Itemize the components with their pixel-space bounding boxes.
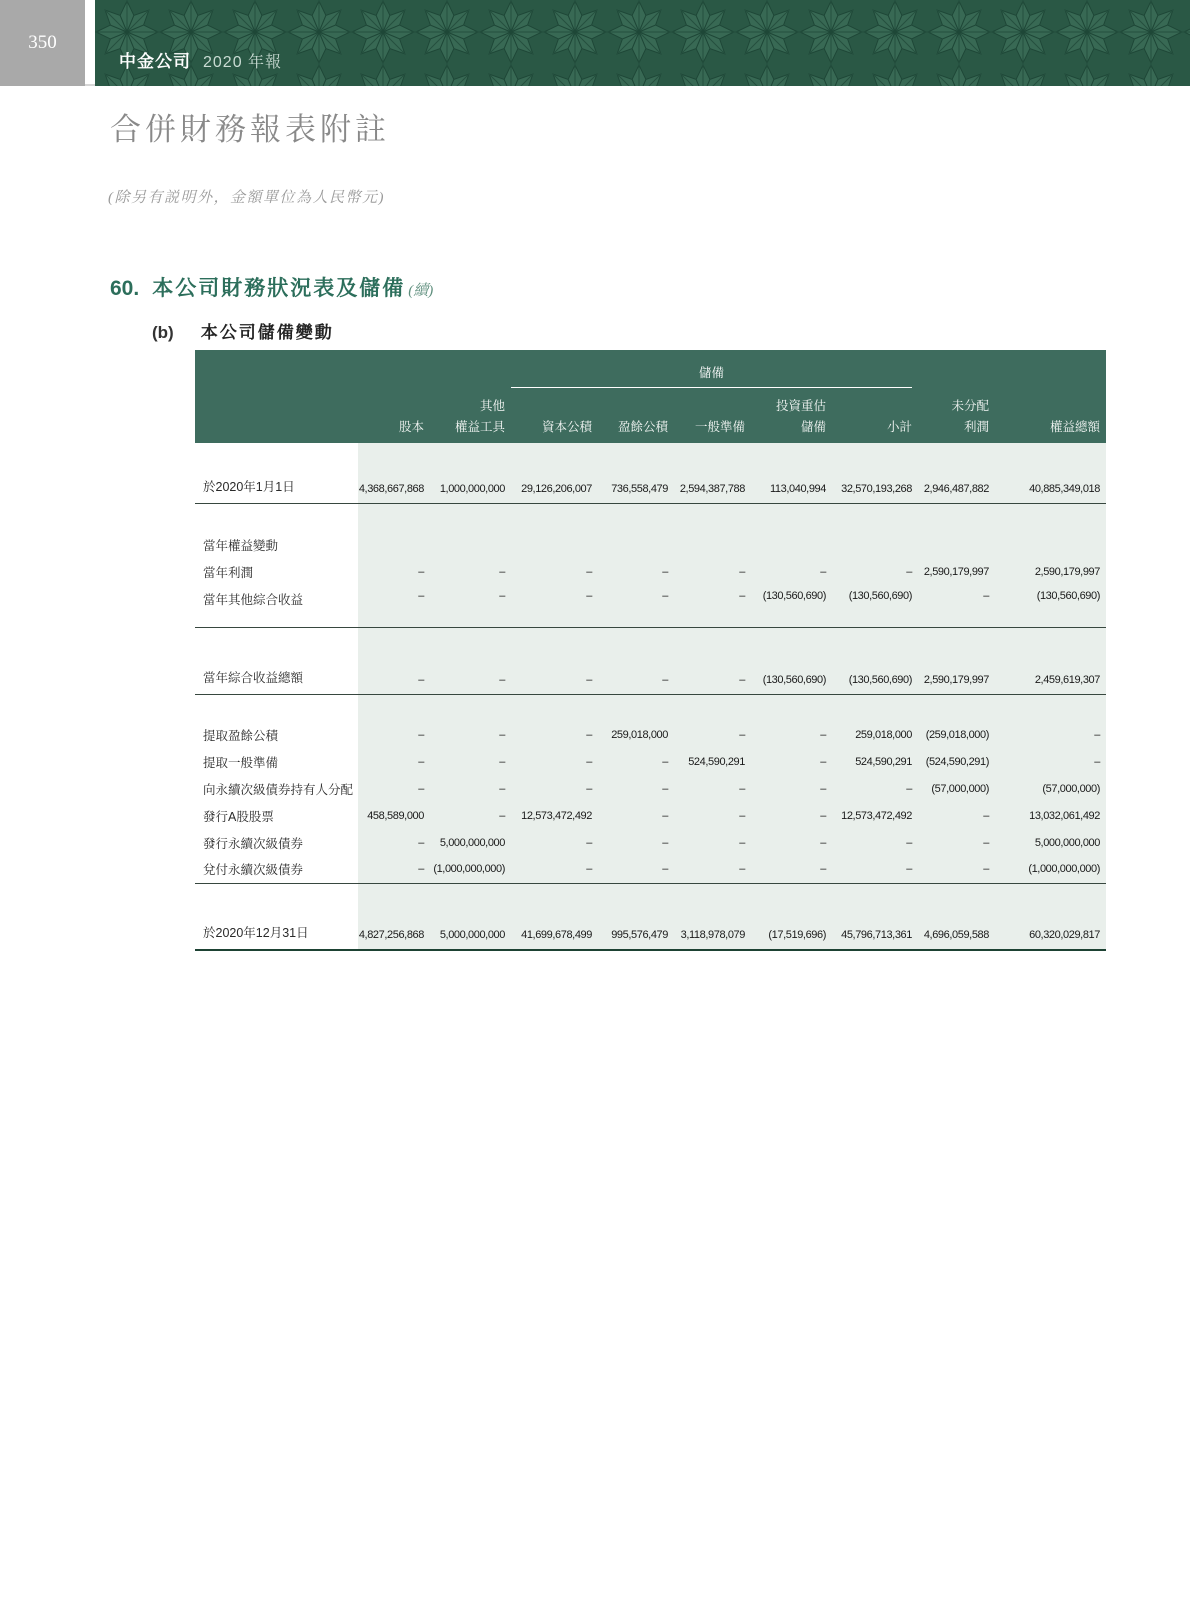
cell-value: – (674, 558, 751, 585)
cell-value: (130,560,690) (832, 654, 918, 694)
column-header: 權益工具 (430, 414, 511, 443)
spacer-row (195, 503, 1106, 531)
cell-value: – (358, 856, 430, 883)
row-label: 當年利潤 (195, 558, 358, 585)
cell-value: – (751, 775, 832, 802)
header-row-line2 (195, 414, 1106, 443)
page-number: 350 (0, 0, 85, 86)
cell-value: – (995, 748, 1106, 775)
cell-value: – (674, 654, 751, 694)
column-header: 盈餘公積 (598, 414, 674, 443)
column-header: 利潤 (918, 414, 995, 443)
cell-value: – (832, 856, 918, 883)
table-row (195, 721, 1106, 748)
cell-value: 736,558,479 (598, 443, 674, 503)
spacer-row (195, 883, 1106, 910)
cell-value: – (430, 654, 511, 694)
cell-value: 1,000,000,000 (430, 443, 511, 503)
table-header (195, 350, 1106, 443)
column-header-top (674, 388, 751, 414)
cell-value: – (511, 856, 598, 883)
table-row (195, 585, 1106, 627)
cell-value: – (674, 775, 751, 802)
cell-value: (57,000,000) (995, 775, 1106, 802)
row-label: 兌付永續次級債券 (195, 856, 358, 883)
asanoha-pattern-icon (95, 0, 1190, 86)
spacer-cell (195, 883, 358, 910)
cell-value: 4,696,059,588 (918, 910, 995, 950)
cell-value: – (511, 721, 598, 748)
spacer-cell (358, 627, 1106, 654)
cell-value: 40,885,349,018 (995, 443, 1106, 503)
column-header-top: 投資重估 (751, 388, 832, 414)
report-year: 2020 年報 (203, 54, 283, 71)
row-label: 發行A股股票 (195, 802, 358, 829)
column-header-top: 未分配 (918, 388, 995, 414)
cell-value: – (674, 721, 751, 748)
row-label: 當年其他綜合收益 (195, 585, 358, 627)
cell-value: – (598, 856, 674, 883)
header-group-row (195, 350, 1106, 388)
cell-value: – (598, 654, 674, 694)
cell-value: – (511, 654, 598, 694)
cell-value: 2,946,487,882 (918, 443, 995, 503)
table-row (195, 531, 1106, 558)
cell-value: (130,560,690) (832, 585, 918, 627)
cell-value: (259,018,000) (918, 721, 995, 748)
table-row (195, 775, 1106, 802)
column-header: 儲備 (751, 414, 832, 443)
cell-value: – (751, 748, 832, 775)
row-label: 當年綜合收益總額 (195, 654, 358, 694)
cell-value: 4,827,256,868 (358, 910, 430, 950)
cell-value: – (430, 585, 511, 627)
cell-value: 2,590,179,997 (995, 558, 1106, 585)
cell-value: 2,594,387,788 (674, 443, 751, 503)
section-number: 60. (110, 277, 140, 300)
cell-value: – (358, 775, 430, 802)
header-row-line1 (195, 388, 1106, 414)
cell-value: 29,126,206,007 (511, 443, 598, 503)
cell-value: – (832, 775, 918, 802)
section-continued: (續) (408, 283, 434, 299)
column-header-top (832, 388, 918, 414)
cell-value: – (751, 829, 832, 856)
cell-value: – (598, 802, 674, 829)
cell-value: (524,590,291) (918, 748, 995, 775)
reserves-group-header: 儲備 (511, 363, 912, 388)
cell-value (995, 531, 1106, 558)
table-row (195, 802, 1106, 829)
row-label: 向永續次級債券持有人分配 (195, 775, 358, 802)
cell-value: 13,032,061,492 (995, 802, 1106, 829)
table-row (195, 856, 1106, 883)
spacer-cell (358, 694, 1106, 721)
cell-value: 32,570,193,268 (832, 443, 918, 503)
cell-value: – (918, 802, 995, 829)
reserves-movement-table (195, 350, 1106, 951)
cell-value: – (511, 748, 598, 775)
cell-value (832, 531, 918, 558)
cell-value: – (430, 802, 511, 829)
cell-value: (130,560,690) (995, 585, 1106, 627)
cell-value: – (358, 748, 430, 775)
cell-value (918, 531, 995, 558)
row-label: 提取盈餘公積 (195, 721, 358, 748)
table-row (195, 443, 1106, 503)
cell-value: – (918, 856, 995, 883)
cell-value: 259,018,000 (832, 721, 918, 748)
column-header-top: 其他 (430, 388, 511, 414)
cell-value: 995,576,479 (598, 910, 674, 950)
cell-value: – (430, 748, 511, 775)
column-header-top (358, 388, 430, 414)
cell-value: – (751, 558, 832, 585)
table-row (195, 829, 1106, 856)
cell-value: – (832, 558, 918, 585)
company-name: 中金公司 (119, 52, 191, 71)
cell-value: – (674, 856, 751, 883)
cell-value (511, 531, 598, 558)
spacer-row (195, 627, 1106, 654)
cell-value: 5,000,000,000 (430, 829, 511, 856)
subsection-heading (152, 318, 334, 343)
column-header-top (995, 388, 1106, 414)
row-label: 於2020年12月31日 (195, 910, 358, 950)
cell-value: – (430, 558, 511, 585)
cell-value: 5,000,000,000 (430, 910, 511, 950)
cell-value: – (751, 721, 832, 748)
masthead-gap (85, 0, 95, 84)
cell-value: 12,573,472,492 (511, 802, 598, 829)
cell-value: (130,560,690) (751, 585, 832, 627)
cell-value: – (358, 558, 430, 585)
column-header: 一般準備 (674, 414, 751, 443)
row-label: 發行永續次級債券 (195, 829, 358, 856)
document-title: 合併財務報表附註 (110, 112, 390, 147)
column-header: 權益總額 (995, 414, 1106, 443)
spacer-cell (195, 627, 358, 654)
cell-value: 41,699,678,499 (511, 910, 598, 950)
spacer-cell (195, 694, 358, 721)
cell-value: – (358, 721, 430, 748)
cell-value: – (430, 721, 511, 748)
cell-value: – (918, 585, 995, 627)
currency-note: (除另有説明外，金額單位為人民幣元) (108, 190, 385, 206)
cell-value: (57,000,000) (918, 775, 995, 802)
cell-value: – (511, 829, 598, 856)
cell-value: – (511, 775, 598, 802)
spacer-cell (195, 503, 358, 531)
cell-value: – (598, 775, 674, 802)
cell-value: – (751, 802, 832, 829)
column-header: 資本公積 (511, 414, 598, 443)
cell-value (598, 531, 674, 558)
cell-value: (17,519,696) (751, 910, 832, 950)
section-heading (110, 272, 433, 302)
cell-value (358, 531, 430, 558)
table-body (195, 443, 1106, 950)
cell-value: 524,590,291 (674, 748, 751, 775)
cell-value: – (751, 856, 832, 883)
table-row (195, 558, 1106, 585)
cell-value: 2,590,179,997 (918, 654, 995, 694)
reserves-table (195, 350, 1106, 951)
cell-value (430, 531, 511, 558)
banner-text (119, 47, 282, 72)
cell-value: – (358, 585, 430, 627)
cell-value: 458,589,000 (358, 802, 430, 829)
cell-value: – (598, 748, 674, 775)
cell-value: – (674, 829, 751, 856)
cell-value: – (995, 721, 1106, 748)
cell-value: – (430, 775, 511, 802)
cell-value: (130,560,690) (751, 654, 832, 694)
cell-value (674, 531, 751, 558)
cell-value: 3,118,978,079 (674, 910, 751, 950)
cell-value: (1,000,000,000) (430, 856, 511, 883)
spacer-cell (358, 503, 1106, 531)
cell-value: 259,018,000 (598, 721, 674, 748)
spacer-row (195, 694, 1106, 721)
cell-value (751, 531, 832, 558)
cell-value: 4,368,667,868 (358, 443, 430, 503)
spacer-cell (358, 883, 1106, 910)
cell-value: – (358, 654, 430, 694)
cell-value: (1,000,000,000) (995, 856, 1106, 883)
table-row (195, 654, 1106, 694)
subsection-label: (b) (152, 323, 174, 342)
cell-value: 60,320,029,817 (995, 910, 1106, 950)
cell-value: – (674, 802, 751, 829)
cell-value: – (918, 829, 995, 856)
subsection-title: 本公司儲備變動 (200, 323, 334, 342)
cell-value: 5,000,000,000 (995, 829, 1106, 856)
column-header-top (511, 388, 598, 414)
cell-value: – (832, 829, 918, 856)
cell-value: – (511, 558, 598, 585)
cell-value: 2,459,619,307 (995, 654, 1106, 694)
row-label: 提取一般準備 (195, 748, 358, 775)
row-label: 於2020年1月1日 (195, 443, 358, 503)
cell-value: – (511, 585, 598, 627)
column-header-top (598, 388, 674, 414)
cell-value: 45,796,713,361 (832, 910, 918, 950)
cell-value: 12,573,472,492 (832, 802, 918, 829)
header-banner (95, 0, 1190, 86)
section-title: 本公司財務狀況表及儲備 (152, 277, 406, 300)
cell-value: – (598, 585, 674, 627)
column-header: 股本 (358, 414, 430, 443)
cell-value: – (598, 558, 674, 585)
cell-value: – (598, 829, 674, 856)
table-row (195, 910, 1106, 950)
cell-value: – (358, 829, 430, 856)
cell-value: – (674, 585, 751, 627)
cell-value: 524,590,291 (832, 748, 918, 775)
table-row (195, 748, 1106, 775)
cell-value: 113,040,994 (751, 443, 832, 503)
column-header: 小計 (832, 414, 918, 443)
cell-value: 2,590,179,997 (918, 558, 995, 585)
masthead (0, 0, 1190, 86)
row-label: 當年權益變動 (195, 531, 358, 558)
